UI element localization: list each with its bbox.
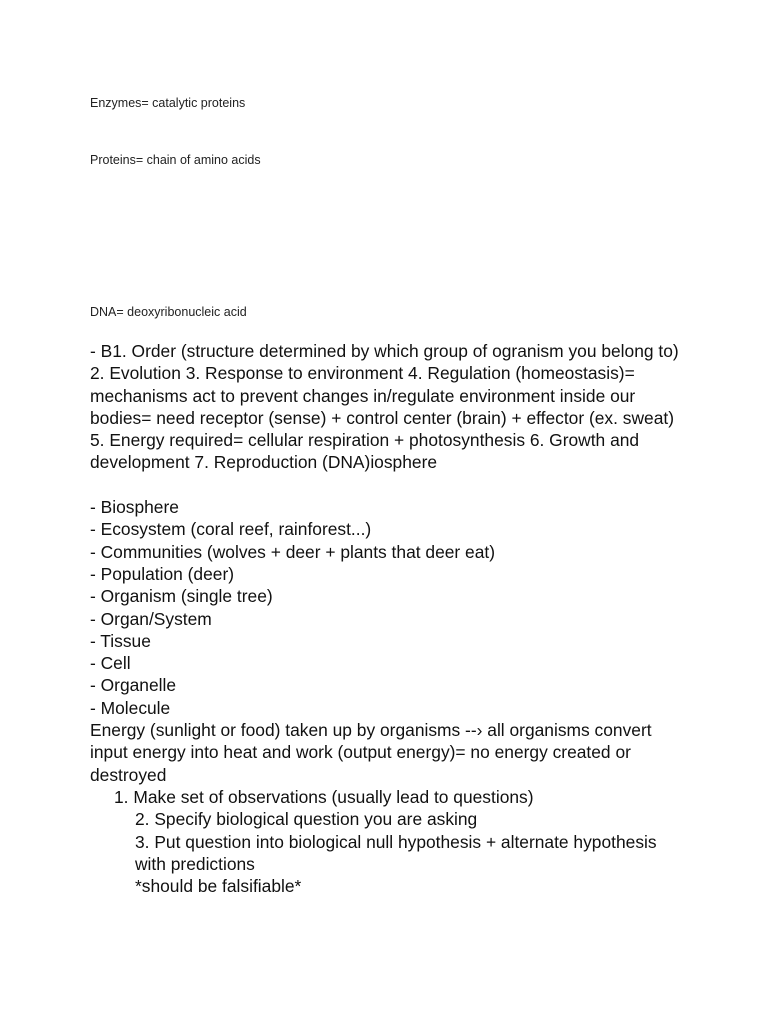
list-item: - Population (deer) xyxy=(90,563,235,584)
note-proteins: Proteins= chain of amino acids xyxy=(90,153,261,167)
list-item: - Molecule xyxy=(90,697,171,718)
list-item: - Biosphere xyxy=(90,497,179,518)
scientific-method-list xyxy=(90,786,690,897)
list-item: - Organ/System xyxy=(90,608,212,629)
note-enzymes: Enzymes= catalytic proteins xyxy=(90,96,246,110)
note-dna: DNA= deoxyribonucleic acid xyxy=(90,305,247,319)
method-step-1: 1. Make set of observations (usually lead to questions) xyxy=(114,786,534,807)
method-step-3: 3. Put question into biological null hypothesis + alternate hypothesis with predictions xyxy=(135,831,657,874)
characteristics-of-life-paragraph: - B1. Order (structure determined by which group of ogranism you belong to) 2. Evolution 3. Response to environment 4. Regulation (homeostasis)= mechanisms act to prevent changes in/regulate environment inside our bodies= need receptor (sense) + control center (brain) + effector (ex. sweat) 5. Energy required= cellular respiration + photosynthesis 6. Growth and development 7. Reproduction (DNA)iosphere xyxy=(90,341,679,473)
list-item: - Cell xyxy=(90,653,131,674)
list-item: - Organism (single tree) xyxy=(90,586,273,607)
list-item: - Tissue xyxy=(90,630,151,651)
list-item: - Communities (wolves + deer + plants that deer eat) xyxy=(90,541,496,562)
method-note: *should be falsifiable* xyxy=(135,876,302,897)
main-text-block xyxy=(90,340,690,897)
hierarchy-list xyxy=(90,496,690,719)
blank-line xyxy=(90,474,690,496)
method-step-2: 2. Specify biological question you are asking xyxy=(135,809,478,830)
list-item: - Ecosystem (coral reef, rainforest...) xyxy=(90,519,372,540)
energy-paragraph: Energy (sunlight or food) taken up by organisms --› all organisms convert input energy into heat and work (output energy)= no energy created or destroyed xyxy=(90,720,652,785)
list-item: - Organelle xyxy=(90,675,177,696)
